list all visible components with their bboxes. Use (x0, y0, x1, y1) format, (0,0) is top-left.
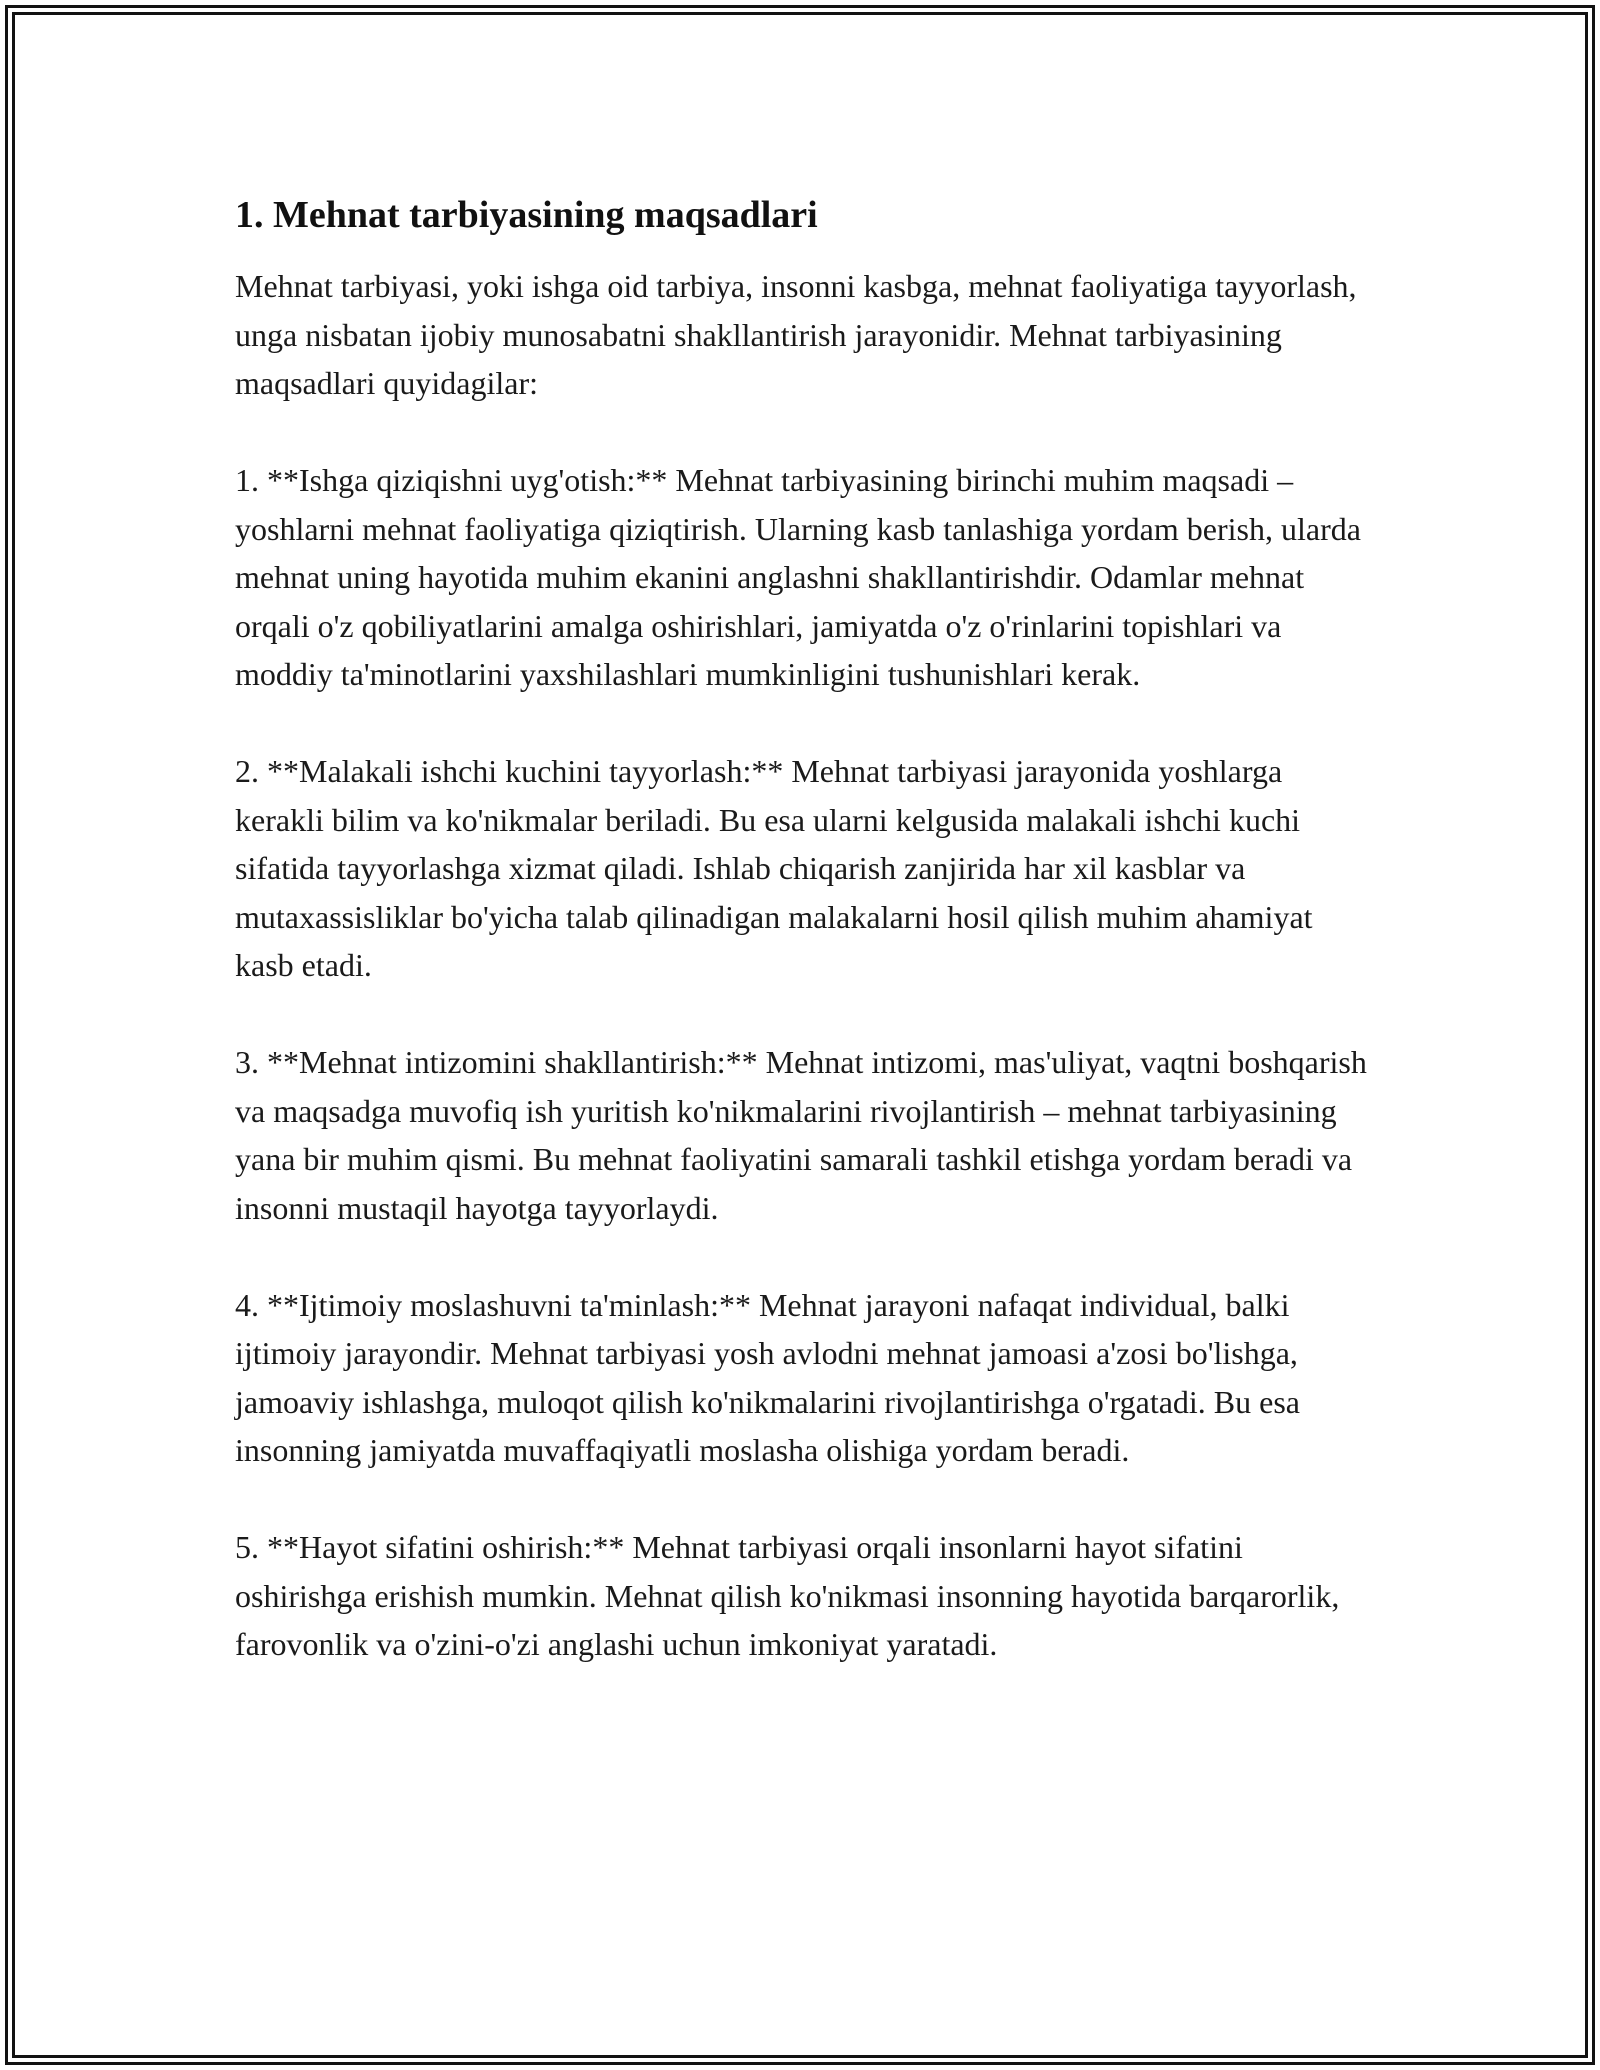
list-item-5: 5. **Hayot sifatini oshirish:** Mehnat tarbiyasi orqali insonlarni hayot sifatini oshirishga erishish mumkin. Mehnat qilish ko'nikmasi insonning hayotida barqarorlik, farovonlik va o'zini-o'zi anglashi uchun imkoniyat yaratadi. (235, 1529, 1340, 1662)
list-item-1: 1. **Ishga qiziqishni uyg'otish:** Mehnat tarbiyasining birinchi muhim maqsadi – yoshlarni mehnat faoliyatiga qiziqtirish. Ularning kasb tanlashiga yordam berish, ularda mehnat uning hayotida muhim ekanini anglashni shakllantirishdir. Odamlar mehnat orqali o'z qobiliyatlarini amalga oshirishlari, jamiyatda o'z o'rinlarini topishlari va moddiy ta'minotlarini yaxshilashlari mumkinligini tushunishlari kerak. (235, 462, 1361, 692)
document-title: 1. Mehnat tarbiyasining maqsadlari (235, 194, 818, 236)
list-item-4: 4. **Ijtimoiy moslashuvni ta'minlash:** Mehnat jarayoni nafaqat individual, balki ijtimoiy jarayondir. Mehnat tarbiyasi yosh avlodni mehnat jamoasi a'zosi bo'lishga, jamoaviy ishlashga, muloqot qilish ko'nikmalarini rivojlantirishga o'rgatadi. Bu esa insonning jamiyatda muvaffaqiyatli moslasha olishiga yordam beradi. (235, 1286, 1300, 1468)
list-item-2: 2. **Malakali ishchi kuchini tayyorlash:** Mehnat tarbiyasi jarayonida yoshlarga kerakli bilim va ko'nikmalar beriladi. Bu esa ularni kelgusida malakali ishchi kuchi sifatida tayyorlashga xizmat qiladi. Ishlab chiqarish zanjirida har xil kasblar va mutaxassisliklar bo'yicha talab qilinadigan malakalarni hosil qilish muhim ahamiyat kasb etadi. (235, 753, 1313, 983)
document-body (235, 190, 1375, 1717)
list-item-3: 3. **Mehnat intizomini shakllantirish:** Mehnat intizomi, mas'uliyat, vaqtni boshqarish va maqsadga muvofiq ish yuritish ko'nikmalarini rivojlantirish – mehnat tarbiyasining yana bir muhim qismi. Bu mehnat faoliyatini samarali tashkil etishga yordam beradi va insonni mustaqil hayotga tayyorlaydi. (235, 1044, 1367, 1226)
intro-paragraph: Mehnat tarbiyasi, yoki ishga oid tarbiya, insonni kasbga, mehnat faoliyatiga tayyorlash, unga nisbatan ijobiy munosabatni shakllantirish jarayonidir. Mehnat tarbiyasining maqsadlari quyidagilar: (235, 268, 1357, 401)
